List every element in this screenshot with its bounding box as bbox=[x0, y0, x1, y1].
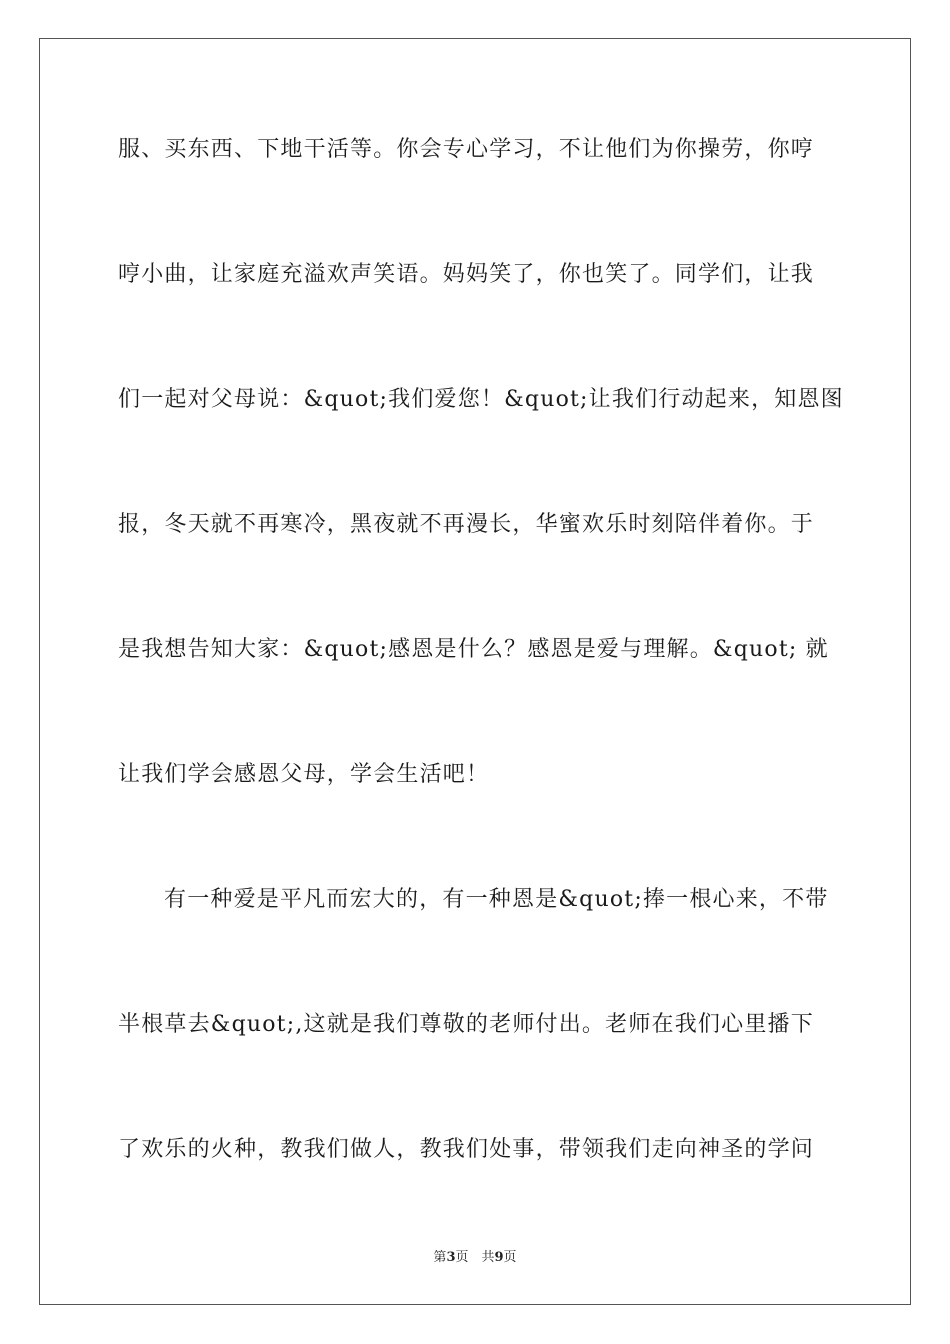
document-body bbox=[118, 124, 844, 1249]
text-line-2: 哼小曲，让家庭充溢欢声笑语。妈妈笑了，你也笑了。同学们，让我 bbox=[118, 262, 815, 287]
text-line-9: 了欢乐的火种，教我们做人，教我们处事，带领我们走向神圣的学问 bbox=[118, 1137, 815, 1162]
total-pages-number: 9 bbox=[494, 1250, 504, 1265]
page-number-footer bbox=[0, 1246, 950, 1265]
text-line-3: 们一起对父母说：&quot;我们爱您！&quot;让我们行动起来，知恩图 bbox=[118, 387, 844, 412]
text-line-1: 服、买东西、下地干活等。你会专心学习，不让他们为你操劳，你哼 bbox=[118, 137, 815, 162]
text-line-6: 让我们学会感恩父母，学会生活吧！ bbox=[118, 762, 490, 787]
footer-middle: 页 共 bbox=[455, 1250, 495, 1265]
text-line-8: 半根草去&quot;,这就是我们尊敬的老师付出。老师在我们心里播下 bbox=[118, 1012, 814, 1037]
footer-prefix: 第 bbox=[433, 1250, 447, 1265]
text-line-4: 报，冬天就不再寒冷，黑夜就不再漫长，华蜜欢乐时刻陪伴着你。于 bbox=[118, 512, 815, 537]
text-line-7-paragraph-start: 有一种爱是平凡而宏大的，有一种恩是&quot;捧一根心来，不带 bbox=[164, 887, 829, 912]
footer-suffix: 页 bbox=[503, 1250, 517, 1265]
text-line-5: 是我想告知大家：&quot;感恩是什么？感恩是爱与理解。&quot; 就 bbox=[118, 637, 829, 662]
current-page-number: 3 bbox=[446, 1250, 456, 1265]
